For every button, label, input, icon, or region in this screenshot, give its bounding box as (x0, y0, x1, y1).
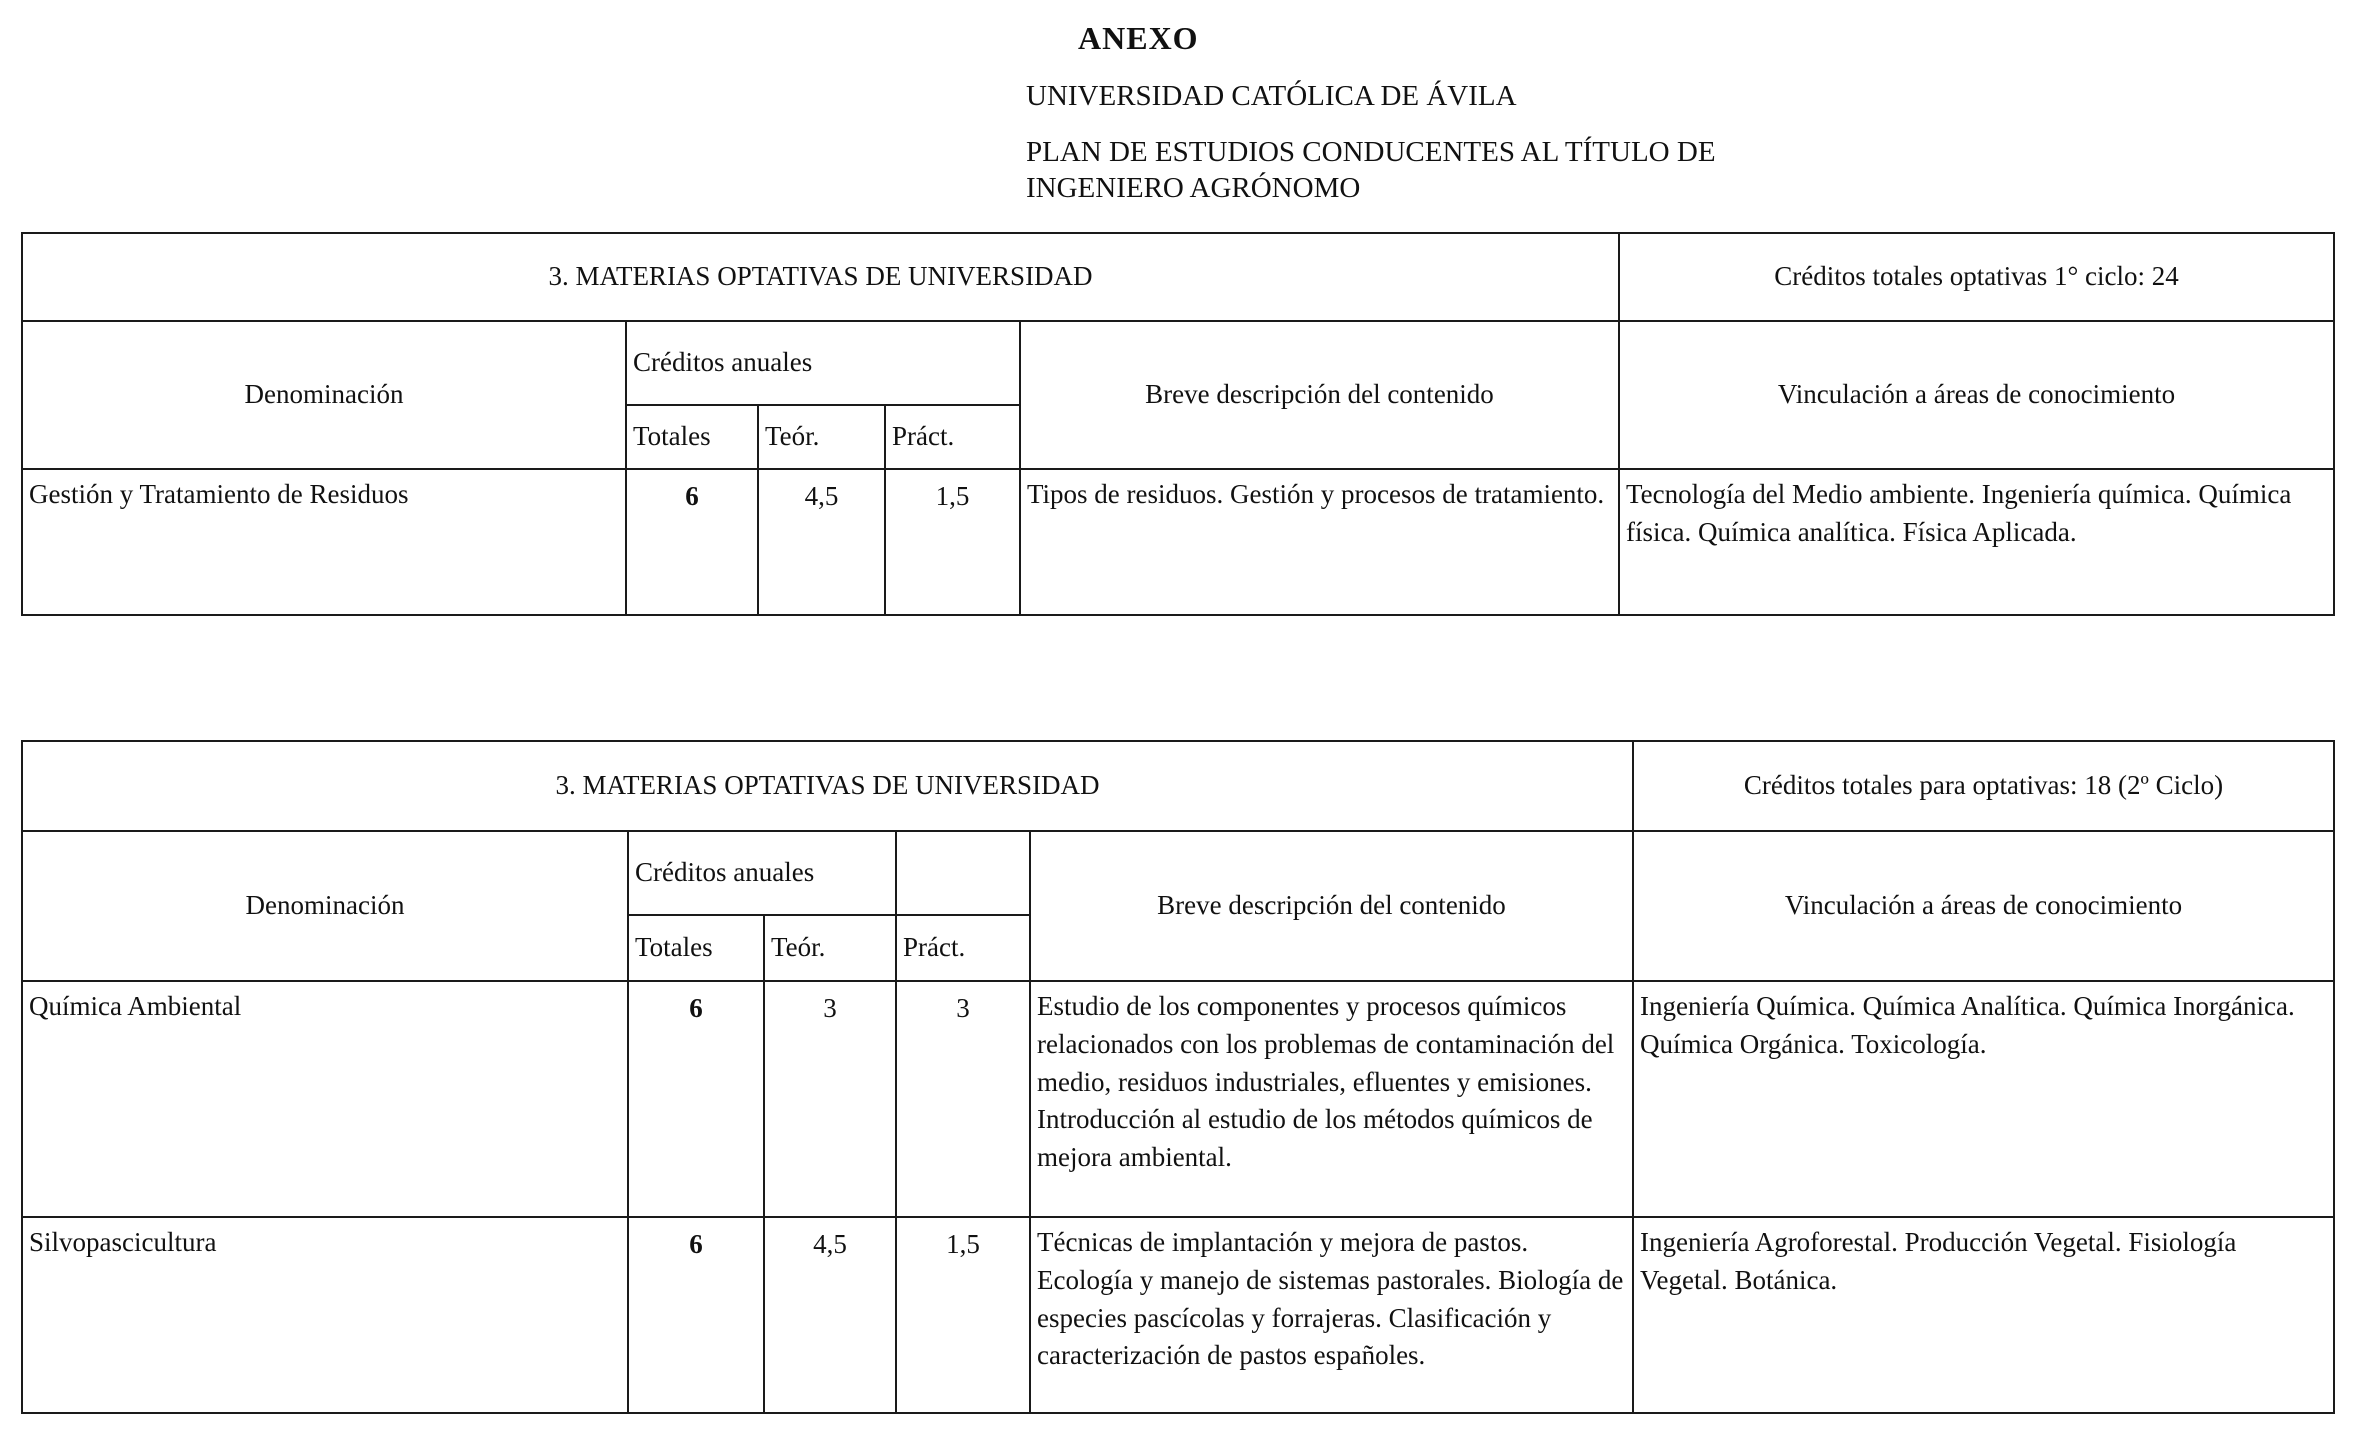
credits-teor: 4,5 (758, 469, 885, 615)
column-header-teor: Teór. (764, 915, 896, 981)
subject-name: Gestión y Tratamiento de Residuos (22, 469, 626, 615)
column-header-denominacion: Denominación (22, 831, 628, 981)
credits-pract: 1,5 (896, 1217, 1030, 1413)
credits-pract: 1,5 (885, 469, 1020, 615)
column-header-descripcion: Breve descripción del contenido (1030, 831, 1633, 981)
column-header-totales: Totales (626, 405, 758, 469)
empty-header-cell (896, 831, 1030, 915)
column-header-descripcion: Breve descripción del contenido (1020, 321, 1619, 469)
university-name: UNIVERSIDAD CATÓLICA DE ÁVILA (1026, 80, 1517, 112)
credits-totales: 6 (626, 469, 758, 615)
plan-title-line-1: PLAN DE ESTUDIOS CONDUCENTES AL TÍTULO DE (1026, 136, 1716, 168)
optional-subjects-table-cycle-2 (21, 740, 2335, 1414)
credits-totales: 6 (628, 1217, 764, 1413)
column-header-pract: Práct. (885, 405, 1020, 469)
credits-pract: 3 (896, 981, 1030, 1217)
total-credits: Créditos totales para optativas: 18 (2º Ciclo) (1633, 741, 2334, 831)
column-header-creditos-anuales: Créditos anuales (626, 321, 1020, 405)
credits-teor: 3 (764, 981, 896, 1217)
section-title: 3. MATERIAS OPTATIVAS DE UNIVERSIDAD (22, 233, 1619, 321)
column-header-pract: Práct. (896, 915, 1030, 981)
column-header-totales: Totales (628, 915, 764, 981)
total-credits: Créditos totales optativas 1° ciclo: 24 (1619, 233, 2334, 321)
table-row (22, 981, 2334, 1217)
plan-title-line-2: INGENIERO AGRÓNOMO (1026, 172, 1361, 204)
knowledge-areas: Ingeniería Agroforestal. Producción Vegetal. Fisiología Vegetal. Botánica. (1633, 1217, 2334, 1413)
knowledge-areas: Tecnología del Medio ambiente. Ingeniería química. Química física. Química analítica. Física Aplicada. (1619, 469, 2334, 615)
column-header-teor: Teór. (758, 405, 885, 469)
subject-description: Técnicas de implantación y mejora de pastos. Ecología y manejo de sistemas pastorales. Biología de especies pascícolas y forrajeras. Clasificación y caracterización de pastos españoles. (1030, 1217, 1633, 1413)
column-header-creditos-anuales: Créditos anuales (628, 831, 896, 915)
subject-name: Química Ambiental (22, 981, 628, 1217)
knowledge-areas: Ingeniería Química. Química Analítica. Química Inorgánica. Química Orgánica. Toxicología. (1633, 981, 2334, 1217)
annex-title: ANEXO (1078, 20, 1199, 56)
table-row (22, 469, 2334, 615)
section-title: 3. MATERIAS OPTATIVAS DE UNIVERSIDAD (22, 741, 1633, 831)
subject-name: Silvopascicultura (22, 1217, 628, 1413)
column-header-vinculacion: Vinculación a áreas de conocimiento (1619, 321, 2334, 469)
subject-description: Tipos de residuos. Gestión y procesos de tratamiento. (1020, 469, 1619, 615)
subject-description: Estudio de los componentes y procesos químicos relacionados con los problemas de contaminación del medio, residuos industriales, efluentes y emisiones. Introducción al estudio de los métodos químicos de mejora ambiental. (1030, 981, 1633, 1217)
column-header-denominacion: Denominación (22, 321, 626, 469)
table-row (22, 1217, 2334, 1413)
column-header-vinculacion: Vinculación a áreas de conocimiento (1633, 831, 2334, 981)
optional-subjects-table-cycle-1 (21, 232, 2335, 616)
credits-totales: 6 (628, 981, 764, 1217)
credits-teor: 4,5 (764, 1217, 896, 1413)
